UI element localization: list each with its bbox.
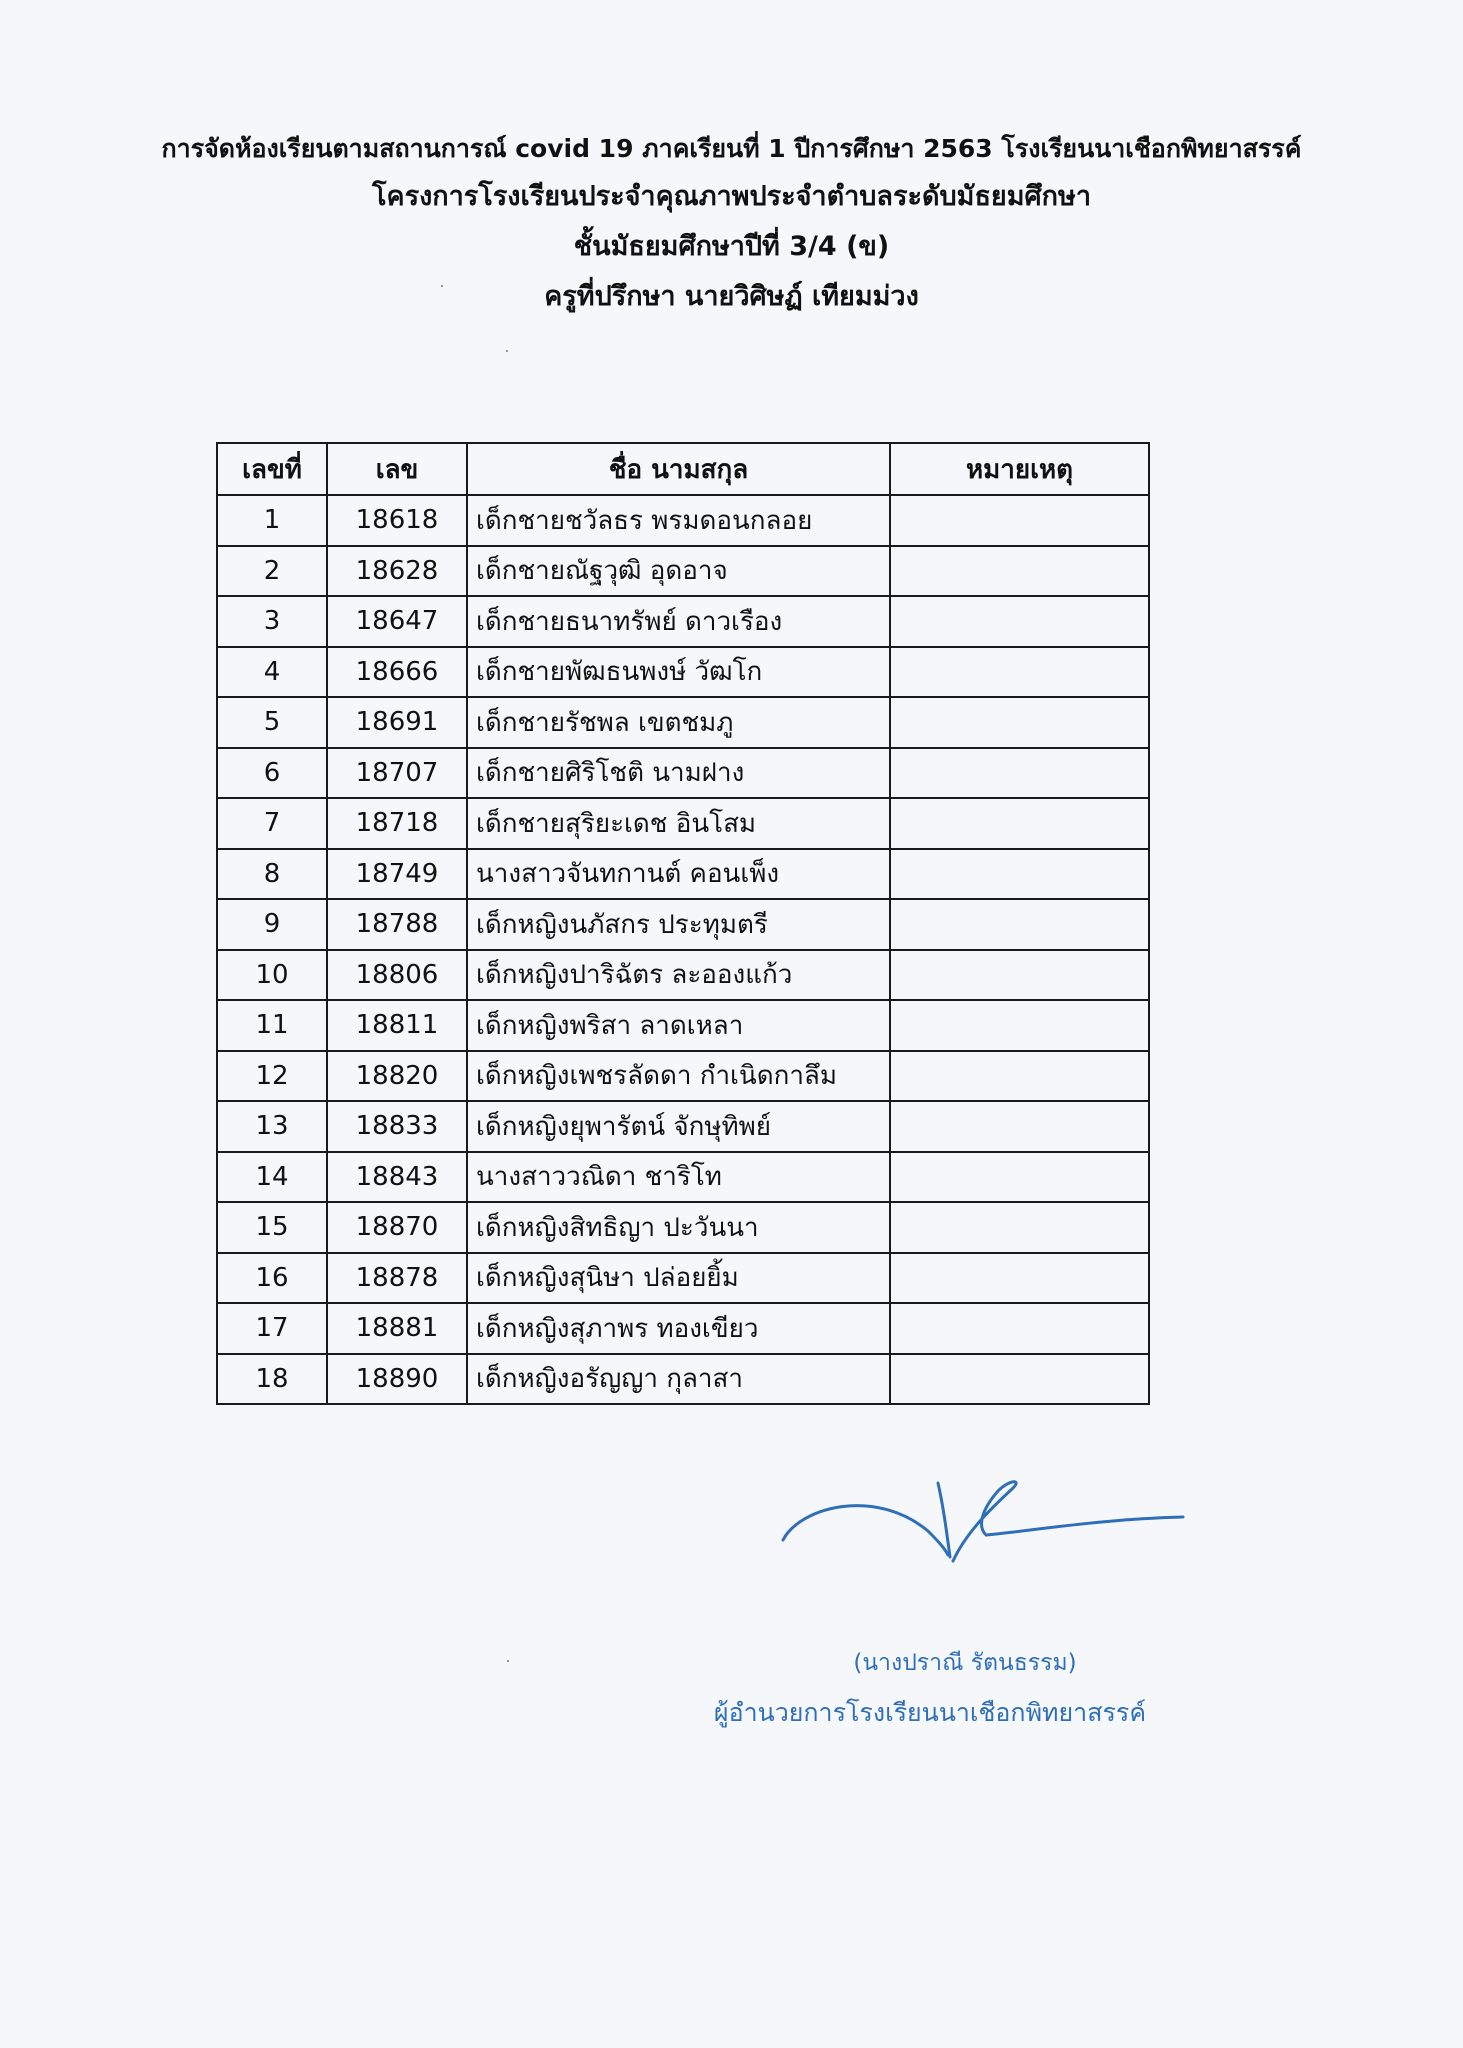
header-number: เลขที่ xyxy=(217,443,327,495)
scan-speck xyxy=(441,285,443,287)
table-row xyxy=(217,697,1149,748)
student-id-cell: 18843 xyxy=(327,1152,467,1203)
heading-line-1: การจัดห้องเรียนตามสถานการณ์ covid 19 ภาคเรียนที่ 1 ปีการศึกษา 2563 โรงเรียนนาเชือกพิทยาสรรค์ xyxy=(161,134,1302,163)
table-body xyxy=(217,495,1149,1404)
student-name-cell: นางสาวจันทกานต์ คอนเพ็ง xyxy=(467,849,890,900)
student-id-cell: 18749 xyxy=(327,849,467,900)
remarks-cell xyxy=(890,849,1149,900)
student-name-cell: เด็กหญิงพริสา ลาดเหลา xyxy=(467,1000,890,1051)
remarks-cell xyxy=(890,1000,1149,1051)
remarks-cell xyxy=(890,798,1149,849)
table-row xyxy=(217,1303,1149,1354)
table-row xyxy=(217,1152,1149,1203)
student-name-cell: เด็กชายชวัลธร พรมดอนกลอย xyxy=(467,495,890,546)
student-number-cell: 2 xyxy=(217,546,327,597)
student-id-cell: 18811 xyxy=(327,1000,467,1051)
student-number-cell: 18 xyxy=(217,1354,327,1405)
student-number-cell: 9 xyxy=(217,899,327,950)
student-name-cell: เด็กหญิงสิทธิญา ปะวันนา xyxy=(467,1202,890,1253)
student-id-cell: 18881 xyxy=(327,1303,467,1354)
student-id-cell: 18707 xyxy=(327,748,467,799)
header-remarks: หมายเหตุ xyxy=(890,443,1149,495)
remarks-cell xyxy=(890,647,1149,698)
table-row xyxy=(217,647,1149,698)
signer-name: (นางปราณี รัตนธรรม) xyxy=(853,1650,1077,1676)
student-number-cell: 7 xyxy=(217,798,327,849)
student-id-cell: 18788 xyxy=(327,899,467,950)
table-row xyxy=(217,596,1149,647)
student-number-cell: 6 xyxy=(217,748,327,799)
student-number-cell: 14 xyxy=(217,1152,327,1203)
student-number-cell: 13 xyxy=(217,1101,327,1152)
table-row xyxy=(217,495,1149,546)
student-number-cell: 1 xyxy=(217,495,327,546)
table-row xyxy=(217,1354,1149,1405)
table-row xyxy=(217,899,1149,950)
student-name-cell: เด็กชายรัชพล เขตชมภู xyxy=(467,697,890,748)
table-row xyxy=(217,1101,1149,1152)
remarks-cell xyxy=(890,596,1149,647)
remarks-cell xyxy=(890,495,1149,546)
table-row xyxy=(217,748,1149,799)
student-number-cell: 3 xyxy=(217,596,327,647)
heading-line-3: ชั้นมัธยมศึกษาปีที่ 3/4 (ข) xyxy=(573,231,890,262)
table-header-row xyxy=(217,443,1149,495)
student-number-cell: 12 xyxy=(217,1051,327,1102)
heading-line-4: ครูที่ปรึกษา นายวิศิษฏ์ เทียมม่วง xyxy=(544,281,919,312)
student-id-cell: 18618 xyxy=(327,495,467,546)
student-number-cell: 4 xyxy=(217,647,327,698)
scan-speck xyxy=(506,350,508,352)
table-row xyxy=(217,950,1149,1001)
remarks-cell xyxy=(890,697,1149,748)
student-id-cell: 18890 xyxy=(327,1354,467,1405)
student-number-cell: 16 xyxy=(217,1253,327,1304)
remarks-cell xyxy=(890,1354,1149,1405)
table-row xyxy=(217,1202,1149,1253)
header-full-name: ชื่อ นามสกุล xyxy=(467,443,890,495)
student-name-cell: เด็กชายสุริยะเดช อินโสม xyxy=(467,798,890,849)
table-row xyxy=(217,546,1149,597)
student-id-cell: 18666 xyxy=(327,647,467,698)
remarks-cell xyxy=(890,1152,1149,1203)
scan-speck xyxy=(507,1660,509,1662)
student-name-cell: เด็กหญิงปาริฉัตร ละอองแก้ว xyxy=(467,950,890,1001)
remarks-cell xyxy=(890,1303,1149,1354)
student-id-cell: 18628 xyxy=(327,546,467,597)
student-number-cell: 8 xyxy=(217,849,327,900)
student-number-cell: 5 xyxy=(217,697,327,748)
remarks-cell xyxy=(890,899,1149,950)
student-number-cell: 11 xyxy=(217,1000,327,1051)
student-roster-table xyxy=(216,442,1150,1405)
remarks-cell xyxy=(890,1051,1149,1102)
remarks-cell xyxy=(890,950,1149,1001)
student-name-cell: เด็กหญิงนภัสกร ประทุมตรี xyxy=(467,899,890,950)
table-row xyxy=(217,849,1149,900)
student-name-cell: เด็กหญิงสุนิษา ปล่อยยิ้ม xyxy=(467,1253,890,1304)
heading-line-2: โครงการโรงเรียนประจำคุณภาพประจำตำบลระดับมัธยมศึกษา xyxy=(372,181,1091,212)
remarks-cell xyxy=(890,546,1149,597)
student-id-cell: 18647 xyxy=(327,596,467,647)
remarks-cell xyxy=(890,748,1149,799)
student-id-cell: 18718 xyxy=(327,798,467,849)
student-name-cell: เด็กชายณัฐวุฒิ อุดอาจ xyxy=(467,546,890,597)
table-row xyxy=(217,1051,1149,1102)
student-number-cell: 17 xyxy=(217,1303,327,1354)
student-name-cell: เด็กชายพัฒธนพงษ์ วัฒโก xyxy=(467,647,890,698)
student-name-cell: เด็กชายศิริโชติ นามฝาง xyxy=(467,748,890,799)
table-row xyxy=(217,1000,1149,1051)
student-number-cell: 15 xyxy=(217,1202,327,1253)
student-id-cell: 18806 xyxy=(327,950,467,1001)
student-name-cell: เด็กหญิงอรัญญา กุลาสา xyxy=(467,1354,890,1405)
header-student-id: เลข xyxy=(327,443,467,495)
student-id-cell: 18691 xyxy=(327,697,467,748)
remarks-cell xyxy=(890,1101,1149,1152)
student-id-cell: 18870 xyxy=(327,1202,467,1253)
student-name-cell: เด็กหญิงเพชรลัดดา กำเนิดกาลึม xyxy=(467,1051,890,1102)
document-heading xyxy=(0,136,1463,310)
table-row xyxy=(217,798,1149,849)
student-name-cell: เด็กหญิงสุภาพร ทองเขียว xyxy=(467,1303,890,1354)
student-name-cell: เด็กหญิงยุพารัตน์ จักษุทิพย์ xyxy=(467,1101,890,1152)
student-name-cell: นางสาววณิดา ชาริโท xyxy=(467,1152,890,1203)
signer-title: ผู้อำนวยการโรงเรียนนาเชือกพิทยาสรรค์ xyxy=(713,1698,1147,1727)
student-id-cell: 18878 xyxy=(327,1253,467,1304)
table-row xyxy=(217,1253,1149,1304)
remarks-cell xyxy=(890,1202,1149,1253)
remarks-cell xyxy=(890,1253,1149,1304)
handwritten-signature xyxy=(780,1465,1190,1575)
student-number-cell: 10 xyxy=(217,950,327,1001)
student-name-cell: เด็กชายธนาทรัพย์ ดาวเรือง xyxy=(467,596,890,647)
student-id-cell: 18820 xyxy=(327,1051,467,1102)
signature-block xyxy=(650,1645,1210,1733)
student-id-cell: 18833 xyxy=(327,1101,467,1152)
